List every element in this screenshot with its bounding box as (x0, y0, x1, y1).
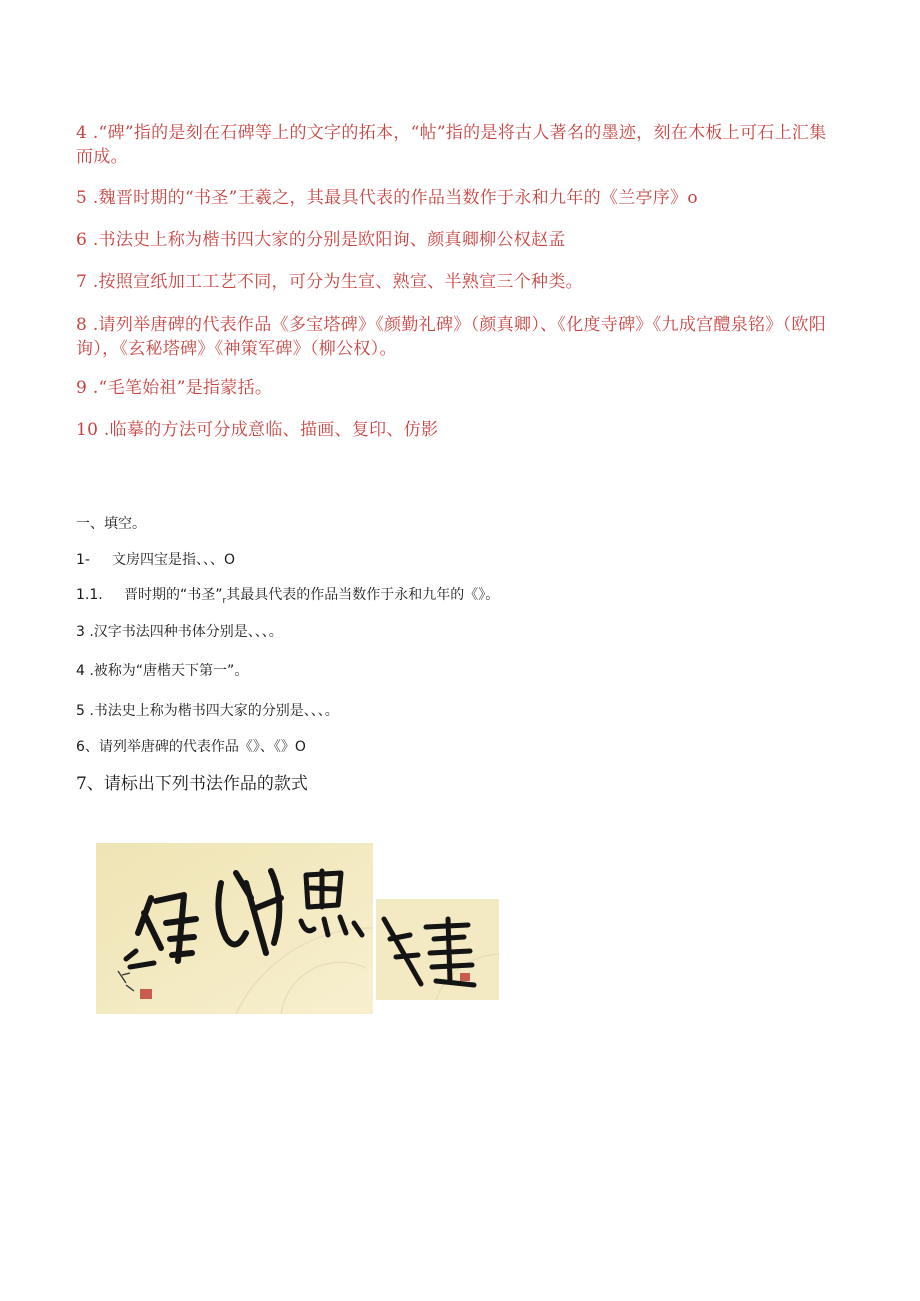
answer-4: 4 .“碑”指的是刻在石碑等上的文字的拓本，“帖”指的是将古人著名的墨迹，刻在木板上可石上汇集而成。 (76, 123, 827, 167)
question-3: 3 .汉字书法四种书体分别是、、、。 (76, 624, 283, 640)
answer-9: 9 .“毛笔始祖”是指蒙括。 (76, 378, 273, 398)
question-2 (76, 585, 499, 611)
question-6: 6、请列举唐碑的代表作品《》、《》O (76, 739, 306, 755)
question-number: 1- (76, 552, 90, 568)
question-1 (76, 550, 235, 570)
question-number: 1.1. (76, 587, 103, 603)
question-5: 5 .书法史上称为楷书四大家的分别是、、、。 (76, 703, 339, 719)
calligraphy-fan-image-2 (376, 899, 499, 1000)
answer-10: 10 .临摹的方法可分成意临、描画、复印、仿影 (76, 420, 439, 440)
question-text: 其最具代表的作品当数作于永和九年的《》。 (226, 587, 500, 603)
question-text: 文房四宝是指、、、O (112, 552, 236, 568)
section-title: 一、填空。 (76, 516, 146, 532)
question-subscript: r (222, 595, 227, 606)
question-7: 7、请标出下列书法作品的款式 (76, 774, 308, 794)
calligraphy-fan-image-1 (96, 843, 373, 1014)
answer-6: 6 .书法史上称为楷书四大家的分别是欧阳询、颜真卿柳公权赵孟 (76, 230, 566, 250)
question-4: 4 .被称为“唐楷天下第一”。 (76, 663, 249, 679)
answer-5: 5 .魏晋时期的“书圣”王羲之，其最具代表的作品当数作于永和九年的《兰亭序》o (76, 188, 698, 208)
answer-7: 7 .按照宣纸加工工艺不同，可分为生宣、熟宣、半熟宣三个种类。 (76, 272, 583, 292)
question-text: 晋时期的“书圣” (124, 587, 223, 603)
answer-8: 8 .请列举唐碑的代表作品《多宝塔碑》《颜勤礼碑》（颜真卿）、《化度寺碑》《九成宫醴泉铭》（欧阳询），《玄秘塔碑》《神策军碑》（柳公权）。 (76, 315, 827, 359)
